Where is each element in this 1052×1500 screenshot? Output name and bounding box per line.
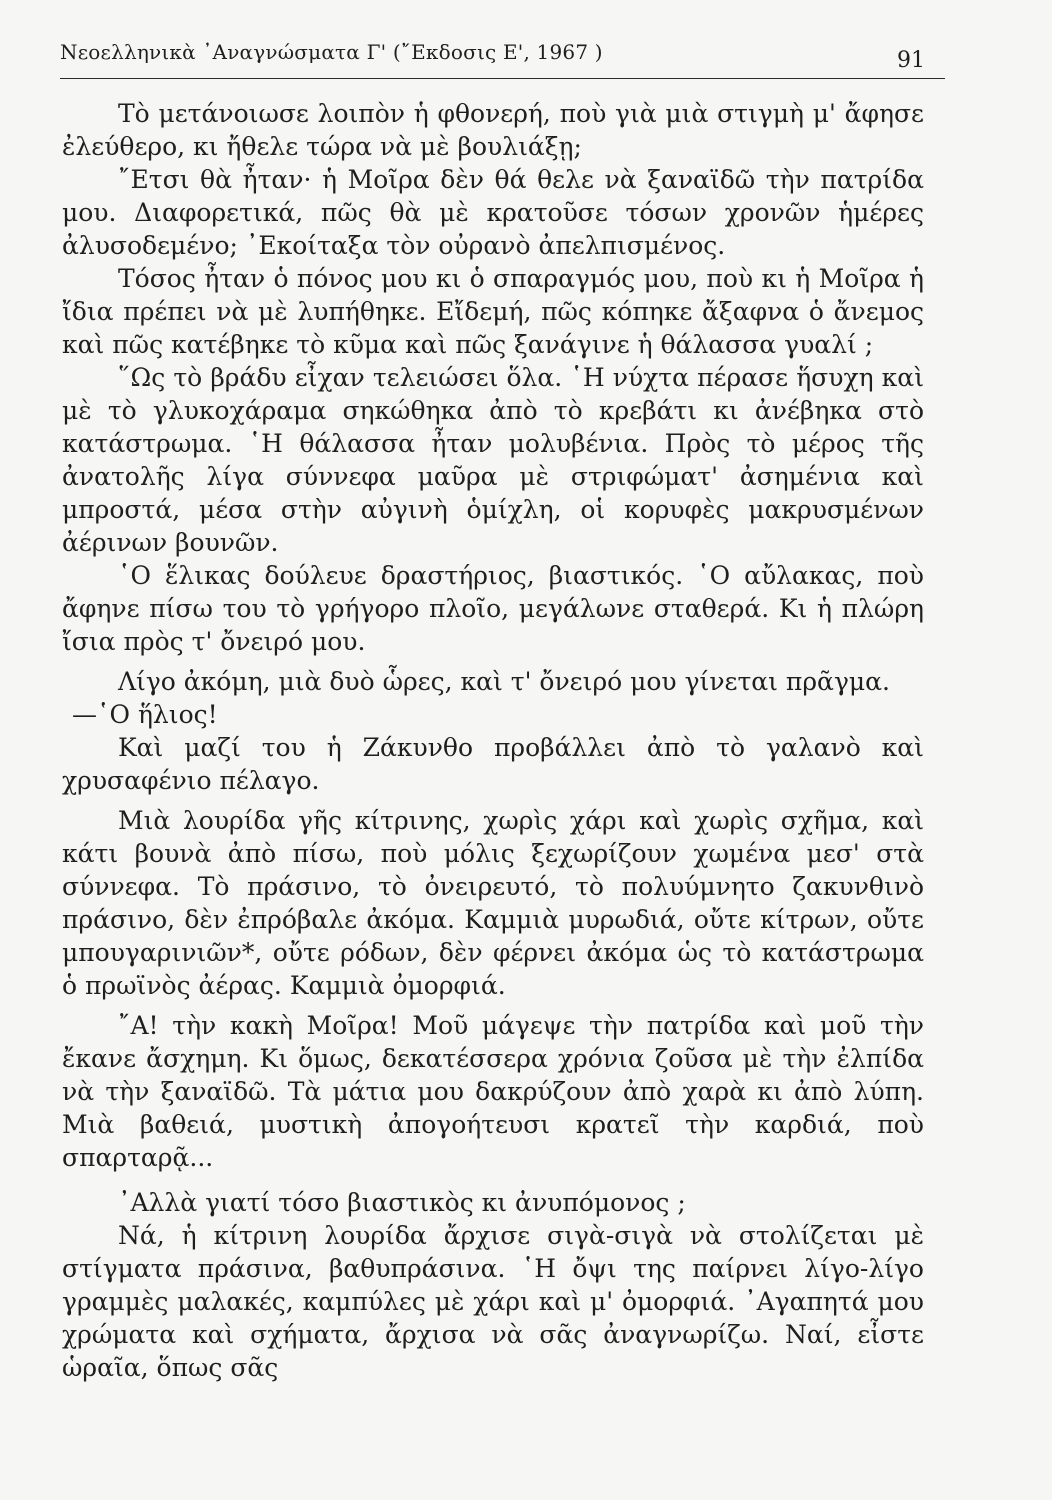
- paragraph-2: ῎Ετσι θὰ ἦταν· ἡ Μοῖρα δὲν θά θελε νὰ ξαναϊδῶ τὴν πατρίδα μου. Διαφορετικά, πῶς θὰ μὲ κρατοῦσε τόσων χρονῶν ἡμέρες ἀλυσοδεμένο; ᾿Εκοίταξα τὸν οὐρανὸ ἀπελπισμένος.: [62, 165, 924, 260]
- paragraph-6: Λίγο ἀκόμη, μιὰ δυὸ ὧρες, καὶ τ' ὄνειρό μου γίνεται πρᾶγμα.: [118, 667, 890, 696]
- page-number: 91: [897, 48, 925, 73]
- paragraph-12: Νά, ἡ κίτρινη λουρίδα ἄρχισε σιγὰ-σιγὰ νὰ στολίζεται μὲ στίγματα πράσινα, βαθυπράσινα. ῾Η ὄψι της παίρνει λίγο-λίγο γραμμὲς μαλακές, καμπύλες μὲ χάρι καὶ μ' ὀμορφιά. ᾿Αγαπητά μου χρώματα καὶ σχήματα, ἄρχισα νὰ σᾶς ἀναγνωρίζω. Ναί, εἶστε ὡραῖα, ὅπως σᾶς: [62, 1221, 924, 1382]
- paragraph-10: ῎Α! τὴν κακὴ Μοῖρα! Μοῦ μάγεψε τὴν πατρίδα καὶ μοῦ τὴν ἔκανε ἄσχημη. Κι ὅμως, δεκατέσσερα χρόνια ζοῦσα μὲ τὴν ἐλπίδα νὰ τὴν ξαναϊδῶ. Τὰ μάτια μου δακρύζουν ἀπὸ χαρὰ κι ἀπὸ λύπη. Μιὰ βαθειά, μυστικὴ ἀπογοήτευσι κρατεῖ τὴν καρδιά, ποὺ σπαρταρᾷ...: [62, 1011, 924, 1172]
- paragraph-1: Τὸ μετάνοιωσε λοιπὸν ἡ φθονερή, ποὺ γιὰ μιὰ στιγμὴ μ' ἄφησε ἐλεύθερο, κι ἤθελε τώρα νὰ μὲ βουλιάξῃ;: [62, 99, 924, 161]
- paragraph-4: ῞Ως τὸ βράδυ εἶχαν τελειώσει ὅλα. ῾Η νύχτα πέρασε ἥσυχη καὶ μὲ τὸ γλυκοχάραμα σηκώθηκα ἀπὸ τὸ κρεβάτι κι ἀνέβηκα στὸ κατάστρωμα. ῾Η θάλασσα ἦταν μολυβένια. Πρὸς τὸ μέρος τῆς ἀνατολῆς λίγα σύννεφα μαῦρα μὲ στριφώματ' ἀσημένια καὶ μπροστά, μέσα στὴν αὐγινὴ ὁμίχλη, οἱ κορυφὲς μακρυσμένων ἀέρινων βουνῶν.: [62, 363, 924, 557]
- paragraph-3: Τόσος ἦταν ὁ πόνος μου κι ὁ σπαραγμός μου, ποὺ κι ἡ Μοῖρα ἡ ἴδια πρέπει νὰ μὲ λυπήθηκε. Εἴδεμή, πῶς κόπηκε ἄξαφνα ὁ ἄνεμος καὶ πῶς κατέβηκε τὸ κῦμα καὶ πῶς ξανάγινε ἡ θάλασσα γυαλί ;: [62, 264, 924, 359]
- paragraph-9: Μιὰ λουρίδα γῆς κίτρινης, χωρὶς χάρι καὶ χωρὶς σχῆμα, καὶ κάτι βουνὰ ἀπὸ πίσω, ποὺ μόλις ξεχωρίζουν χωμένα μεσ' στὰ σύννεφα. Τὸ πράσινο, τὸ ὀνειρευτό, τὸ πολυύμνητο ζακυνθινὸ πράσινο, δὲν ἐπρόβαλε ἀκόμα. Καμμιὰ μυρωδιά, οὔτε κίτρων, οὔτε μπουγαρινιῶν*, οὔτε ρόδων, δὲν φέρνει ἀκόμα ὡς τὸ κατάστρωμα ὁ πρωϊνὸς ἀέρας. Καμμιὰ ὀμορφιά.: [62, 806, 924, 1000]
- body-text: [62, 97, 924, 1384]
- paragraph-8: Καὶ μαζί του ἡ Ζάκυνθο προβάλλει ἀπὸ τὸ γαλανὸ καὶ χρυσαφένιο πέλαγο.: [62, 733, 924, 795]
- paragraph-5: ῾Ο ἕλικας δούλευε δραστήριος, βιαστικός. ῾Ο αὔλακας, ποὺ ἄφηνε πίσω του τὸ γρήγορο πλοῖο, μεγάλωνε σταθερά. Κι ἡ πλώρη ἴσια πρὸς τ' ὄνειρό μου.: [62, 561, 924, 656]
- paragraph-7: —῾Ο ἥλιος!: [72, 700, 218, 729]
- paragraph-11: ᾿Αλλὰ γιατί τόσο βιαστικὸς κι ἀνυπόμονος ;: [118, 1188, 686, 1217]
- running-header: [60, 38, 945, 79]
- header-title: Νεοελληνικὰ ᾿Αναγνώσματα Γ' (῎Εκδοσις Ε', 1967 ): [60, 40, 603, 64]
